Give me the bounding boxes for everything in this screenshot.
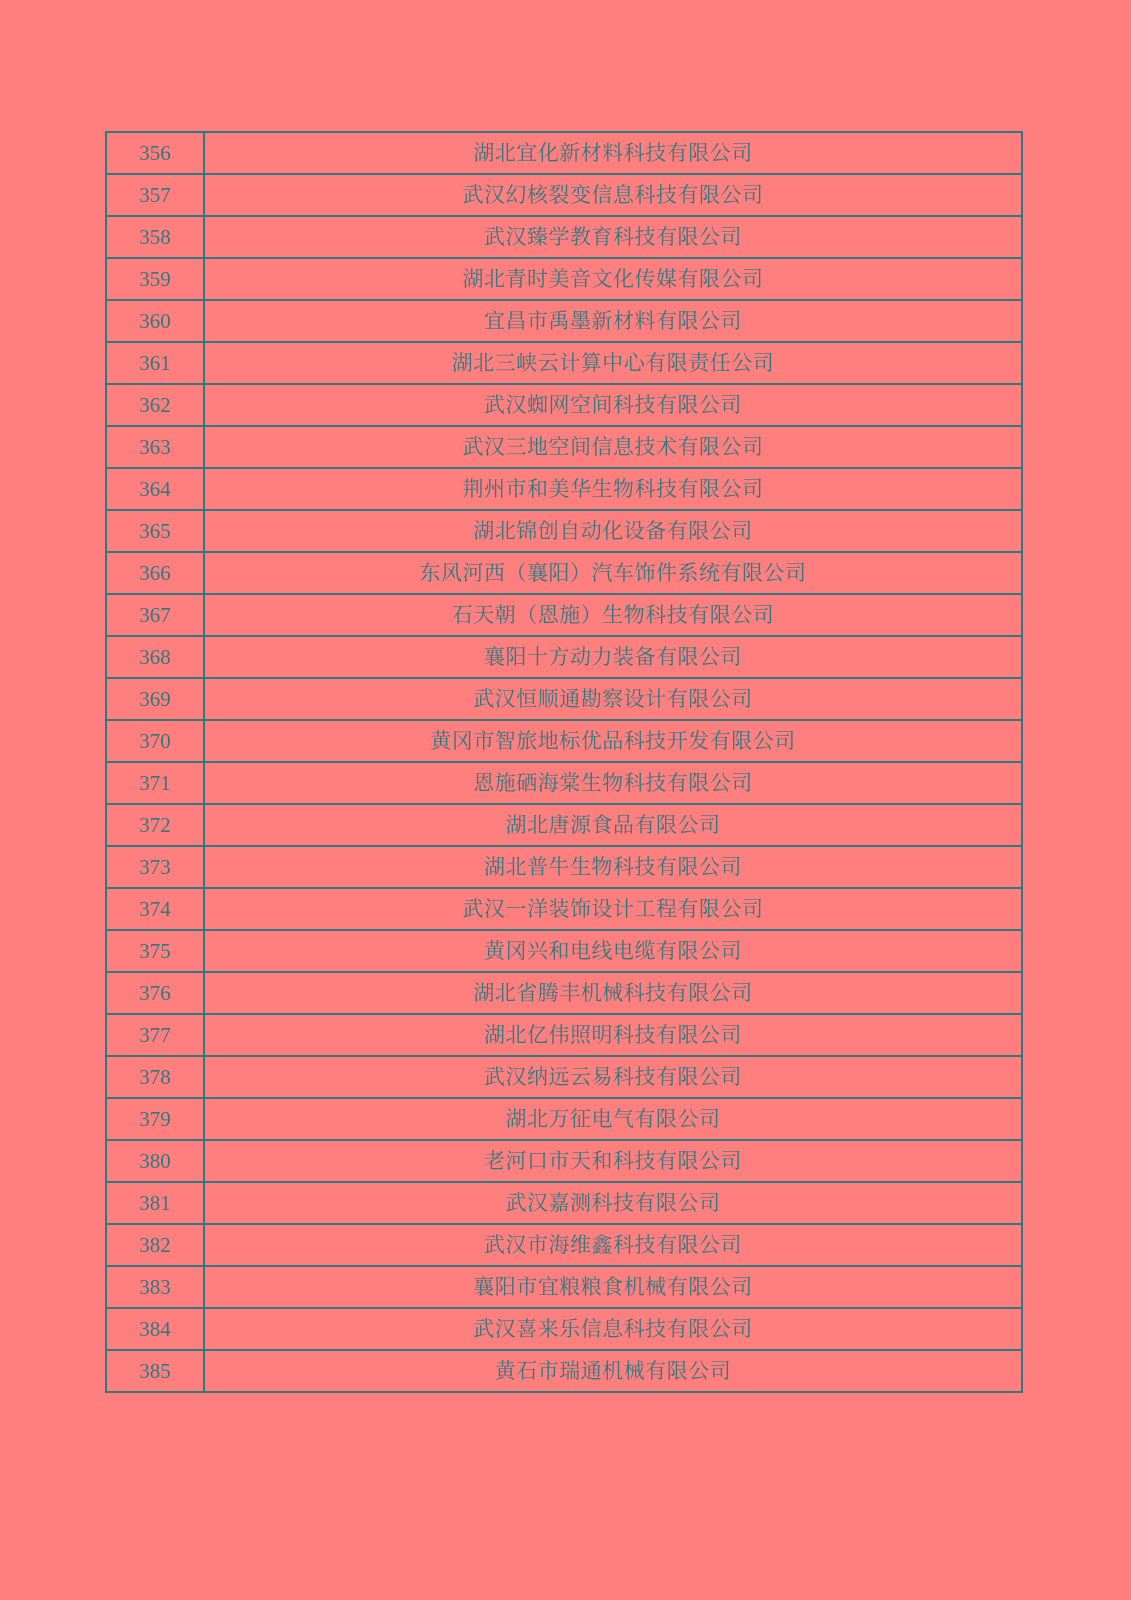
company-name: 武汉嘉测科技有限公司 [204, 1182, 1022, 1224]
row-number: 370 [106, 720, 204, 762]
company-list-table [105, 131, 1023, 1393]
company-name: 东风河西（襄阳）汽车饰件系统有限公司 [204, 552, 1022, 594]
row-number: 365 [106, 510, 204, 552]
table-row [106, 1014, 1022, 1056]
row-number: 359 [106, 258, 204, 300]
row-number: 367 [106, 594, 204, 636]
company-name: 湖北青时美音文化传媒有限公司 [204, 258, 1022, 300]
table-row [106, 888, 1022, 930]
row-number: 362 [106, 384, 204, 426]
table-row [106, 1056, 1022, 1098]
company-name: 石天朝（恩施）生物科技有限公司 [204, 594, 1022, 636]
table-row [106, 1308, 1022, 1350]
table-row [106, 174, 1022, 216]
company-name: 武汉三地空间信息技术有限公司 [204, 426, 1022, 468]
company-name: 湖北万征电气有限公司 [204, 1098, 1022, 1140]
table-row [106, 1182, 1022, 1224]
table-row [106, 594, 1022, 636]
row-number: 358 [106, 216, 204, 258]
table-row [106, 720, 1022, 762]
company-name: 宜昌市禹墨新材料有限公司 [204, 300, 1022, 342]
company-name: 襄阳十方动力装备有限公司 [204, 636, 1022, 678]
table-row [106, 678, 1022, 720]
table-row [106, 804, 1022, 846]
table-row [106, 930, 1022, 972]
row-number: 376 [106, 972, 204, 1014]
row-number: 371 [106, 762, 204, 804]
company-name: 湖北唐源食品有限公司 [204, 804, 1022, 846]
company-name: 武汉市海维鑫科技有限公司 [204, 1224, 1022, 1266]
table-row [106, 132, 1022, 174]
company-name: 黄石市瑞通机械有限公司 [204, 1350, 1022, 1392]
company-name: 老河口市天和科技有限公司 [204, 1140, 1022, 1182]
table-row [106, 258, 1022, 300]
row-number: 378 [106, 1056, 204, 1098]
company-name: 武汉一洋装饰设计工程有限公司 [204, 888, 1022, 930]
table-row [106, 846, 1022, 888]
company-name: 武汉幻核裂变信息科技有限公司 [204, 174, 1022, 216]
table-row [106, 762, 1022, 804]
row-number: 363 [106, 426, 204, 468]
company-name: 武汉恒顺通勘察设计有限公司 [204, 678, 1022, 720]
company-name: 武汉纳远云易科技有限公司 [204, 1056, 1022, 1098]
company-name: 黄冈兴和电线电缆有限公司 [204, 930, 1022, 972]
row-number: 385 [106, 1350, 204, 1392]
company-list-body [106, 132, 1022, 1392]
company-name: 武汉蜘网空间科技有限公司 [204, 384, 1022, 426]
table-row [106, 216, 1022, 258]
company-name: 武汉臻学教育科技有限公司 [204, 216, 1022, 258]
row-number: 373 [106, 846, 204, 888]
row-number: 366 [106, 552, 204, 594]
row-number: 382 [106, 1224, 204, 1266]
company-name: 襄阳市宜粮粮食机械有限公司 [204, 1266, 1022, 1308]
table-row [106, 468, 1022, 510]
row-number: 377 [106, 1014, 204, 1056]
row-number: 369 [106, 678, 204, 720]
company-name: 荆州市和美华生物科技有限公司 [204, 468, 1022, 510]
company-name: 湖北普牛生物科技有限公司 [204, 846, 1022, 888]
company-name: 湖北锦创自动化设备有限公司 [204, 510, 1022, 552]
row-number: 356 [106, 132, 204, 174]
company-name: 湖北省腾丰机械科技有限公司 [204, 972, 1022, 1014]
company-name: 恩施硒海棠生物科技有限公司 [204, 762, 1022, 804]
row-number: 384 [106, 1308, 204, 1350]
table-row [106, 426, 1022, 468]
company-name: 湖北亿伟照明科技有限公司 [204, 1014, 1022, 1056]
table-row [106, 636, 1022, 678]
row-number: 368 [106, 636, 204, 678]
table-row [106, 300, 1022, 342]
company-name: 武汉喜来乐信息科技有限公司 [204, 1308, 1022, 1350]
table-row [106, 510, 1022, 552]
row-number: 374 [106, 888, 204, 930]
row-number: 360 [106, 300, 204, 342]
table-row [106, 1350, 1022, 1392]
row-number: 379 [106, 1098, 204, 1140]
company-name: 黄冈市智旅地标优品科技开发有限公司 [204, 720, 1022, 762]
company-name: 湖北三峡云计算中心有限责任公司 [204, 342, 1022, 384]
company-name: 湖北宜化新材料科技有限公司 [204, 132, 1022, 174]
table-row [106, 972, 1022, 1014]
row-number: 357 [106, 174, 204, 216]
row-number: 372 [106, 804, 204, 846]
row-number: 361 [106, 342, 204, 384]
table-row [106, 552, 1022, 594]
row-number: 383 [106, 1266, 204, 1308]
table-row [106, 384, 1022, 426]
row-number: 364 [106, 468, 204, 510]
row-number: 380 [106, 1140, 204, 1182]
table-row [106, 342, 1022, 384]
table-row [106, 1224, 1022, 1266]
table-row [106, 1140, 1022, 1182]
row-number: 375 [106, 930, 204, 972]
table-row [106, 1098, 1022, 1140]
row-number: 381 [106, 1182, 204, 1224]
table-row [106, 1266, 1022, 1308]
